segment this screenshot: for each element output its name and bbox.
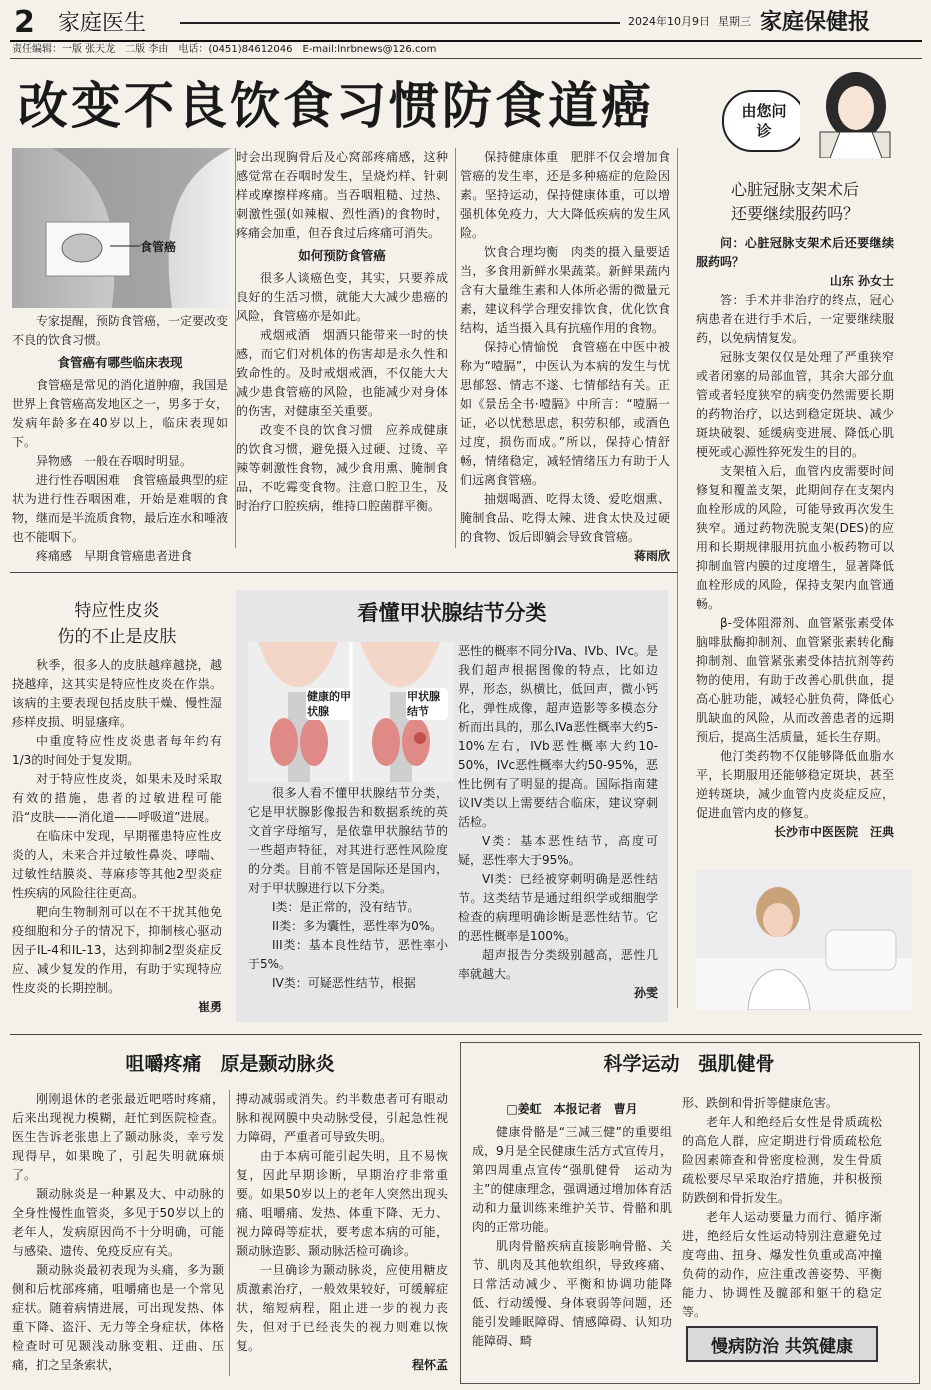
paragraph: 在临床中发现，早期罹患特应性皮炎的人，未来合并过敏性鼻炎、哮喘、过敏性结膜炎、荨麻疹等其他2型炎症性疾病的风险往往更高。 <box>12 829 222 900</box>
paragraph: β-受体阻滞剂、血管紧张素受体脑啡肽酶抑制剂、血管紧张素转化酶抑制剂、血管紧张素受体拮抗剂等药物的使用，有助于改善心肌供血，提高心脏功能，减轻心脏负荷，降低心肌缺血的风险，从而改善患者的远期预后，提高生活质量，延长生存期。 <box>696 616 894 744</box>
issue-weekday: 星期三 <box>718 15 751 28</box>
paragraph: IV类：可疑恶性结节，根据 <box>272 976 416 990</box>
thyroid-col-left <box>248 784 448 993</box>
paragraph: V类：基本恶性结节，高度可疑，恶性率大于95%。 <box>458 834 658 867</box>
label-healthy-thyroid: 健康的甲状腺 <box>307 690 351 718</box>
paragraph: 答：手术并非治疗的终点，冠心病患者在进行手术后，一定要继续服药，以免病情复发。 <box>696 293 894 345</box>
author: 蒋雨欣 <box>633 549 670 563</box>
columnist-portrait <box>800 66 912 158</box>
paragraph: 进行性吞咽困难 食管癌最典型的症状为进行性吞咽困难，开始是难咽的食物，继而是半流质食物，最后连水和唾液也不能咽下。 <box>12 473 229 544</box>
paragraph: 时会出现胸骨后及心窝部疼痛感，这种感觉常在吞咽时发生，呈烧灼样、针刺样或摩擦样疼痛。当吞咽粗糙、过热、刺激性强(如辣椒、烈性酒)的食物时，疼痛会加重，但吞食过后疼痛可消失。 <box>236 150 448 240</box>
paragraph: 刚刚退休的老张最近吧嗒时疼痛，后来出现视力模糊，赶忙到医院检查。医生告诉老张患上了颞动脉炎，幸亏发现得早，如果晚了，引起失明就麻烦了。 <box>12 1092 224 1182</box>
paragraph: 一旦确诊为颞动脉炎，应使用糖皮质激素治疗，一般效果较好，可缓解症状，缩短病程，阻止进一步的视力丧失，但对于已经丧失的视力则难以恢复。 <box>236 1263 448 1353</box>
image-caption-label: 食管癌 <box>140 240 177 254</box>
issue-date: 2024年10月9日 <box>628 15 710 28</box>
byline: □姜虹 本报记者 曹月 <box>506 1102 638 1116</box>
author: 孙雯 <box>633 986 658 1000</box>
exercise-col1 <box>472 1100 672 1351</box>
main-article-col2 <box>236 148 448 516</box>
paper-name: 家庭保健报 <box>760 9 871 35</box>
skin-title-line2: 伤的不止是皮肤 <box>57 627 177 647</box>
paragraph: 形、跌倒和骨折等健康危害。 <box>682 1096 839 1110</box>
paragraph: 老年人运动要量力而行、循序渐进，绝经后女性运动特别注意避免过度弯曲、扭身、爆发性负重或高冲撞负荷的动作，应注重改善姿势、平衡能力、协调性及髋部和躯干的稳定等。 <box>682 1210 882 1319</box>
paragraph: 抽烟喝酒、吃得太烫、爱吃烟熏、腌制食品、吃得太辣、进食太快及过硬的食物、饭后即躺会导致食管癌。 <box>460 492 670 544</box>
paragraph: 靶向生物制剂可以在不干扰其他免疫细胞和分子的情况下，抑制核心驱动因子IL-4和IL-13，达到抑制2型炎症反应、减少复发的作用，有助于实现特应性皮炎的长期控制。 <box>12 905 222 995</box>
qa-asker: 山东 孙女士 <box>829 274 894 288</box>
qa-question: 问：心脏冠脉支架术后还要继续服药吗？ <box>696 236 894 269</box>
subheading: 食管癌有哪些临床表现 <box>57 355 183 370</box>
paragraph: 食管癌是常见的消化道肿瘤，我国是世界上食管癌高发地区之一，男多于女，发病年龄多在40岁以上，临床表现如下。 <box>12 378 229 449</box>
author: 长沙市中医医院 汪典 <box>773 825 894 839</box>
paragraph: 老年人和绝经后女性是骨质疏松的高危人群，应定期进行骨质疏松危险因素筛查和骨密度检测，发生骨质疏松要尽早采取治疗措施，并积极预防跌倒和骨折发生。 <box>682 1115 882 1205</box>
section-name: 家庭医生 <box>58 11 147 36</box>
main-headline: 改变不良饮食习惯防食道癌 <box>18 76 654 135</box>
slogan-banner: 慢病防治 共筑健康 <box>686 1326 878 1362</box>
paragraph: 改变不良的饮食习惯 应养成健康的饮食习惯，避免摄入过硬、过烫、辛辣等刺激性食物，减少食用熏、腌制食品，不吃霉变食物。注意口腔卫生，及时治疗口腔疾病，维持口腔菌群平衡。 <box>236 423 448 513</box>
paragraph: 戒烟戒酒 烟酒只能带来一时的快感，而它们对机体的伤害却是永久性和致命性的。及时戒烟戒酒，不仅能大大减少患食管癌的风险，也能减少对身体的伤害，对健康至关重要。 <box>236 328 448 418</box>
paragraph: 由于本病可能引起失明，且不易恢复，因此早期诊断，早期治疗非常重要。如果50岁以上的老年人突然出现头痛、咀嚼痛、发热、体重下降、无力、视力障碍等症状，要考虑本病的可能，颞动脉造影、颞动脉活检可确诊。 <box>236 1149 448 1258</box>
qa-badge: 由您问诊 <box>722 90 806 152</box>
label-thyroid-nodule: 甲状腺结节 <box>406 688 448 720</box>
thyroid-col-right <box>458 642 658 1002</box>
main-article-col3 <box>460 148 670 565</box>
paragraph: 支架植入后，血管内皮需要时间修复和覆盖支架，此期间存在支架内血栓形成的风险，可能导致再次发生狭窄。通过药物洗脱支架(DES)的应用和长期规律服用抗血小板药物可以抑制血管内膜的过度增生，显著降低血栓形成的风险，保持支架内血管通畅。 <box>696 464 894 611</box>
anatomy-graphic <box>12 148 232 308</box>
page-number: 2 <box>14 5 35 40</box>
photo-graphic <box>696 870 912 1010</box>
esophagus-illustration <box>12 148 232 308</box>
author: 程怀孟 <box>411 1358 448 1372</box>
paragraph: 搏动减弱或消失。约半数患者可有眼动脉和视网膜中央动脉受侵，引起急性视力障碍，严重者可导致失明。 <box>236 1092 448 1144</box>
paragraph: 恶性的概率不同分IVa、IVb、IVc。是我们超声根据图像的特点，比如边界，形态，纵横比，低回声，微小钙化，弹性成像，超声造影等多模态分析而出具的，那么IVa恶性概率大约5-10%左右，IVb恶性概率大约10-50%，IVc恶性概率大约50-95%，恶性比例有了明显的提高。国际指南建议IV类以上需要结合临床，建议穿刺活检。 <box>458 644 658 829</box>
thyroid-illustration <box>248 642 454 782</box>
jaw-title: 咀嚼疼痛 原是颞动脉炎 <box>125 1053 335 1075</box>
paragraph: 秋季，很多人的皮肤越痒越挠，越挠越痒，这其实是特应性皮炎在作祟。该病的主要表现包括皮肤干燥、慢性湿疹样皮损、明显瘙痒。 <box>12 658 222 729</box>
paragraph: 异物感 一般在吞咽时明显。 <box>36 454 193 468</box>
qa-title-line1: 心脏冠脉支架术后 <box>730 180 859 199</box>
editor-line: 责任编辑：一版 张天龙 二版 李由 电话：(0451)84612046 E-mail:lnrbnews@126.com <box>12 44 437 55</box>
masthead-rule <box>180 22 620 24</box>
paragraph: 肌肉骨骼疾病直接影响骨骼、关节、肌肉及其他软组织，导致疼痛、日常活动减少、平衡和协调功能降低、行动缓慢、身体衰弱等问题，还能引发睡眠障碍、情感障碍、认知功能障碍、畸 <box>472 1239 672 1348</box>
qa-title-line2: 还要继续服药吗？ <box>730 204 859 223</box>
exercise-col2 <box>682 1094 882 1322</box>
patient-photo <box>696 870 912 1010</box>
paragraph: I类：是正常的，没有结节。 <box>272 900 420 914</box>
paragraph: 超声报告分类级别越高，恶性几率就越大。 <box>458 948 658 981</box>
paragraph: 很多人看不懂甲状腺结节分类，它是甲状腺影像报告和数据系统的英文首字母缩写，是依靠甲状腺结节的一些超声特征，对其进行恶性风险度的分类。目前不管是国际还是国内，对于甲状腺进行以下分类。 <box>248 786 448 895</box>
main-article-col1 <box>12 312 228 566</box>
paragraph: 他汀类药物不仅能够降低血脂水平，长期服用还能够稳定斑块，甚至逆转斑块，减少血管内皮炎症反应，促进血管内皮的修复。 <box>696 749 894 820</box>
exercise-title: 科学运动 强肌健骨 <box>603 1053 775 1075</box>
author: 崔勇 <box>197 1000 222 1014</box>
paragraph: 专家提醒，预防食管癌，一定要改变不良的饮食习惯。 <box>12 314 229 347</box>
subheading: 如何预防食管癌 <box>298 248 386 263</box>
paragraph: VI类：已经被穿刺明确是恶性结节。这类结节是通过组织学或细胞学检查的病理明确诊断是恶性结节。它的恶性概率是100%。 <box>458 872 658 943</box>
jaw-col1 <box>12 1090 224 1375</box>
thyroid-title: 看懂甲状腺结节分类 <box>357 600 547 625</box>
paragraph: 很多人谈癌色变，其实，只要养成良好的生活习惯，就能大大减少患癌的风险，食管癌亦是如此。 <box>236 271 448 323</box>
jaw-col2 <box>236 1090 448 1374</box>
paragraph: 保持健康体重 肥胖不仅会增加食管癌的发生率，还是多种癌症的危险因素。坚持运动，保持健康体重，可以增强机体免疫力，大大降低疾病的发生风险。 <box>460 150 670 240</box>
paragraph: 饮食合理均衡 肉类的摄入量要适当，多食用新鲜水果蔬菜。新鲜果蔬内含有大量维生素和人体所必需的微量元素，建议科学合理安排饮食，优化饮食结构，适当摄入具有抗癌作用的食物。 <box>460 245 670 335</box>
paragraph: 保持心情愉悦 食管癌在中医中被称为“噎膈”，中医认为本病的发生与忧思郁怒、情志不遂、七情郁结有关。正如《景岳全书·噎膈》中所言：“噎膈一证，必以忧愁思虑，积劳积郁，或酒色过度，损伤而成。”所以，保持心情舒畅，情绪稳定，减轻情绪压力有助于人们远离食管癌。 <box>460 340 670 487</box>
paragraph: II类：多为囊性，恶性率为0%。 <box>272 919 443 933</box>
paragraph: 冠脉支架仅仅是处理了严重狭窄或者闭塞的局部血管，其余大部分血管或者轻度狭窄的病变仍然需要长期的药物治疗，以达到稳定斑块、减少斑块破裂、延缓病变进展、降低心肌梗死或心源性猝死发生的目的。 <box>696 350 894 459</box>
portrait-illustration <box>800 66 912 158</box>
paragraph: 中重度特应性皮炎患者每年约有1/3的时间处于复发期。 <box>12 734 222 767</box>
paragraph: 颞动脉炎是一种累及大、中动脉的全身性慢性血管炎，多见于50岁以上的老年人，发病原因尚不十分明确，可能与感染、遗传、免疫反应有关。 <box>12 1187 224 1258</box>
qa-column <box>696 178 894 841</box>
paragraph: 疼痛感 早期食管癌患者进食 <box>36 549 193 563</box>
paragraph: 对于特应性皮炎，如果未及时采取有效的措施，患者的过敏进程可能沿“皮肤——消化道——呼吸道”进展。 <box>12 772 222 824</box>
paragraph: III类：基本良性结节，恶性率小于5%。 <box>248 938 448 971</box>
skin-article <box>12 598 222 1016</box>
skin-title-line1: 特应性皮炎 <box>74 601 160 621</box>
paragraph: 颞动脉炎最初表现为头痛，多为颞侧和后枕部疼痛，咀嚼痛也是一个常见症状。随着病情进展，可出现发热、体重下降、盗汗、无力等全身症状，体格检查时可见颞浅动脉变粗、迂曲、压痛，扪之呈条索状， <box>12 1263 224 1372</box>
paragraph: 健康骨骼是“三减三健”的重要组成，9月是全民健康生活方式宣传月，第四周重点宣传“强肌健骨 运动为主”的健康理念，强调通过增加体育活动和力量训练来维护关节、骨骼和肌肉的正常功能。 <box>472 1125 672 1234</box>
